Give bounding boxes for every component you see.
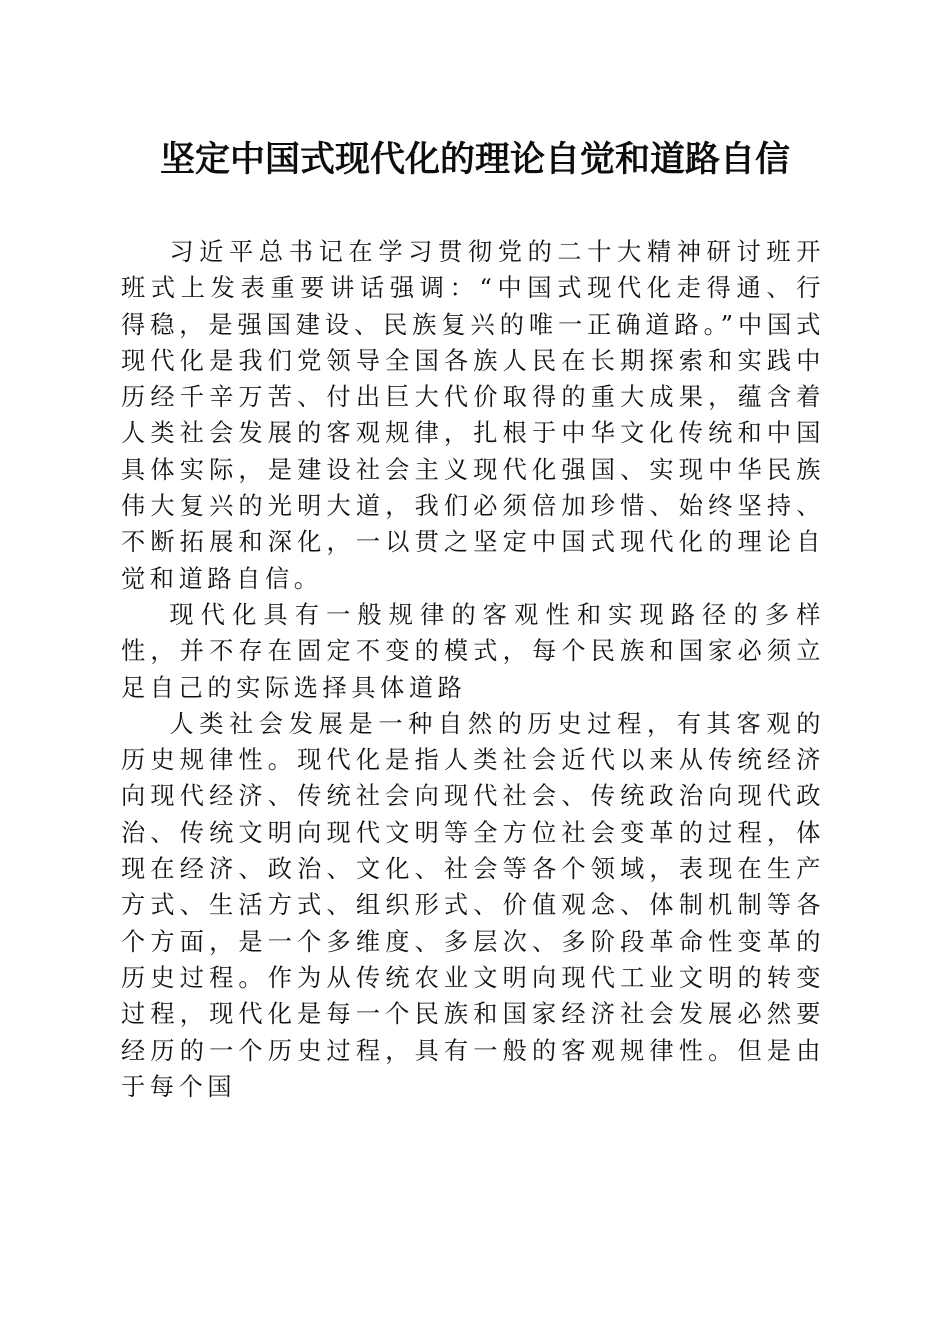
paragraph-3: 人类社会发展是一种自然的历史过程，有其客观的历史规律性。现代化是指人类社会近代以来从传统经济向现代经济、传统社会向现代社会、传统政治向现代政治、传统文明向现代文明等全方位社会变革的过程，体现在经济、政治、文化、社会等各个领域，表现在生产方式、生活方式、组织形式、价值观念、体制机制等各个方面，是一个多维度、多层次、多阶段革命性变革的历史过程。作为从传统农业文明向现代工业文明的转变过程，现代化是每一个民族和国家经济社会发展必然要经历的一个历史过程，具有一般的客观规律性。但是由于每个国 [121,709,825,1101]
document-title: 坚定中国式现代化的理论自觉和道路自信 [159,139,790,180]
document-body [121,234,825,1105]
paragraph-1: 习近平总书记在学习贯彻党的二十大精神研讨班开班式上发表重要讲话强调：“中国式现代化走得通、行得稳，是强国建设、民族复兴的唯一正确道路。”中国式现代化是我们党领导全国各族人民在长期探索和实践中历经千辛万苦、付出巨大代价取得的重大成果，蕴含着人类社会发展的客观规律，扎根于中华文化传统和中国具体实际，是建设社会主义现代化强国、实现中华民族伟大复兴的光明大道，我们必须倍加珍惜、始终坚持、不断拓展和深化，一以贯之坚定中国式现代化的理论自觉和道路自信。 [121,238,825,593]
paragraph-2: 现代化具有一般规律的客观性和实现路径的多样性，并不存在固定不变的模式，每个民族和国家必须立足自己的实际选择具体道路 [121,600,825,702]
